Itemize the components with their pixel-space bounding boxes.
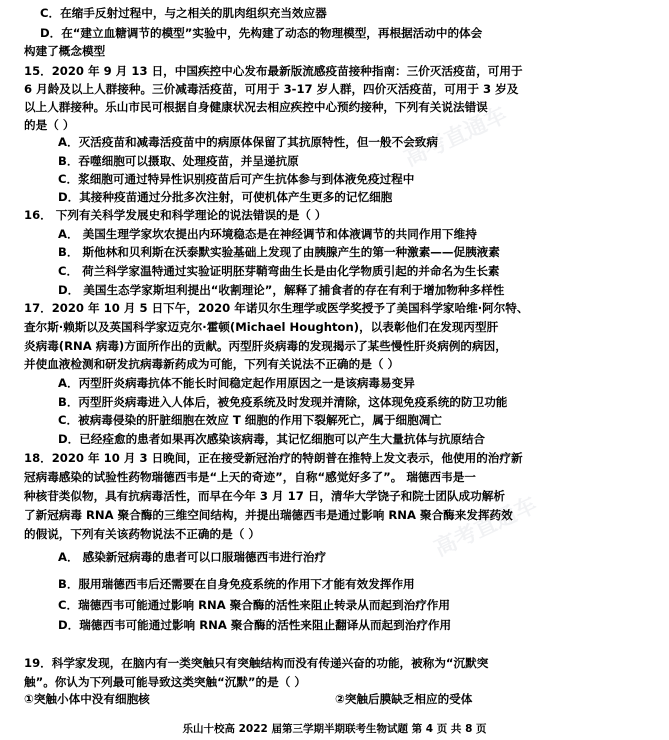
q16-option-a: A． 美国生理学家坎农提出内环境稳态是在神经调节和体液调节的共同作用下维持 <box>58 227 477 241</box>
q15-option-b: B．吞噬细胞可以摄取、处理疫苗，并呈递抗原 <box>58 154 299 168</box>
q18-stem: 了新冠病毒 RNA 聚合酶的三维空间结构，并提出瑞德西韦是通过影响 RNA 聚合酶来发挥药效 <box>24 508 513 522</box>
q16-stem: 16． 下列有关科学发展史和科学理论的说法错误的是（ ） <box>24 208 327 222</box>
q19-option-1: ①突触小体中没有细胞核 <box>24 692 150 706</box>
q17-stem: 炎病毒(RNA 病毒)方面所作出的贡献。丙型肝炎病毒的发现揭示了某些慢性肝炎病例的病因， <box>24 339 507 353</box>
q15-stem: 的是（ ） <box>24 118 75 132</box>
q18-stem: 冠病毒感染的试验性药物瑞德西韦是“上天的奇迹”，自称“感觉好多了”。 瑞德西韦是一 <box>24 470 476 484</box>
q19-stem: 19．科学家发现，在脑内有一类突触只有突触结构而没有传递兴奋的功能，被称为“沉默突 <box>24 656 489 670</box>
q15-option-a: A．灭活疫苗和减毒活疫苗中的病原体保留了其抗原特性，但一般不会致病 <box>58 135 438 149</box>
q18-stem: 18．2020 年 10 月 3 日晚间，正在接受新冠治疗的特朗普在推特上发文表示，他使用的治疗新 <box>24 451 523 465</box>
q17-option-b: B．丙型肝炎病毒进入人体后，被免疫系统及时发现并清除，这体现免疫系统的防卫功能 <box>58 395 508 409</box>
q18-option-d: D．瑞德西韦可能通过影响 RNA 聚合酶的活性来阻止翻译从而起到治疗作用 <box>58 618 452 632</box>
q16-option-d: D． 美国生态学家斯坦利提出“收割理论”，解释了捕食者的存在有利于增加物种多样性 <box>58 283 505 297</box>
q18-stem: 种核苷类似物，具有抗病毒活性，而早在今年 3 月 17 日，清华大学饶子和院士团队成功解析 <box>24 489 505 503</box>
q19-stem: 触”。你认为下列最可能导致这类突触“沉默”的是（ ） <box>24 675 306 689</box>
q16-option-b: B． 斯他林和贝利斯在沃泰默实验基础上发现了由胰腺产生的第一种激素——促胰液素 <box>58 245 500 259</box>
page-footer: 乐山十校高 2022 届第三学期半期联考生物试题 第 4 页 共 8 页 <box>182 723 487 735</box>
q17-stem: 查尔斯·赖斯以及英国科学家迈克尔·霍顿(Michael Houghton)，以表彰他们在发现丙型肝 <box>24 320 499 334</box>
q14-option-d-cont: 构建了概念模型 <box>24 44 106 58</box>
q19-option-2: ②突触后膜缺乏相应的受体 <box>335 692 473 706</box>
q18-stem: 的假说，下列有关该药物说法不正确的是（ ） <box>24 527 260 541</box>
q18-option-c: C．瑞德西韦可能通过影响 RNA 聚合酶的活性来阻止转录从而起到治疗作用 <box>58 598 450 612</box>
q15-stem: 15．2020 年 9 月 13 日，中国疾控中心发布最新版流感疫苗接种指南：三价灭活疫苗，可用于 <box>24 64 523 78</box>
q18-option-b: B．服用瑞德西韦后还需要在自身免疫系统的作用下才能有效发挥作用 <box>58 577 415 591</box>
q17-option-a: A．丙型肝炎病毒抗体不能长时间稳定起作用原因之一是该病毒易变异 <box>58 376 415 390</box>
q14-option-d: D．在“建立血糖调节的模型”实验中，先构建了动态的物理模型，再根据活动中的体会 <box>40 26 483 40</box>
q17-option-c: C．被病毒侵染的肝脏细胞在效应 T 细胞的作用下裂解死亡，属于细胞凋亡 <box>58 413 442 427</box>
q15-option-c: C．浆细胞可通过特异性识别疫苗后可产生抗体参与到体液免疫过程中 <box>58 172 415 186</box>
q17-stem: 17．2020 年 10 月 5 日下午，2020 年诺贝尔生理学或医学奖授予了美国科学家哈维·阿尔特、 <box>24 301 529 315</box>
q15-option-d: D．其接种疫苗通过分批多次注射，可使机体产生更多的记忆细胞 <box>58 190 393 204</box>
q15-stem: 6 月龄及以上人群接种。三价减毒活疫苗，可用于 3-17 岁人群，四价灭活疫苗，可用于 3 岁及 <box>24 82 519 96</box>
q15-stem: 以上人群接种。乐山市民可根据自身健康状况去相应疾控中心预约接种，下列有关说法错误 <box>24 100 488 114</box>
q17-option-d: D．已经痊愈的患者如果再次感染该病毒，其记忆细胞可以产生大量抗体与抗原结合 <box>58 432 486 446</box>
q17-stem: 并使血液检测和研发抗病毒新药成为可能，下列有关说法不正确的是（ ） <box>24 357 400 371</box>
q16-option-c: C． 荷兰科学家温特通过实验证明胚芽鞘弯曲生长是由化学物质引起的并命名为生长素 <box>58 264 500 278</box>
watermark: 高考直通车 <box>400 102 511 172</box>
q14-option-c: C．在缩手反射过程中，与之相关的肌肉组织充当效应器 <box>40 6 327 20</box>
q18-option-a: A． 感染新冠病毒的患者可以口服瑞德西韦进行治疗 <box>58 550 327 564</box>
watermark: 高考直通车 <box>430 492 541 562</box>
